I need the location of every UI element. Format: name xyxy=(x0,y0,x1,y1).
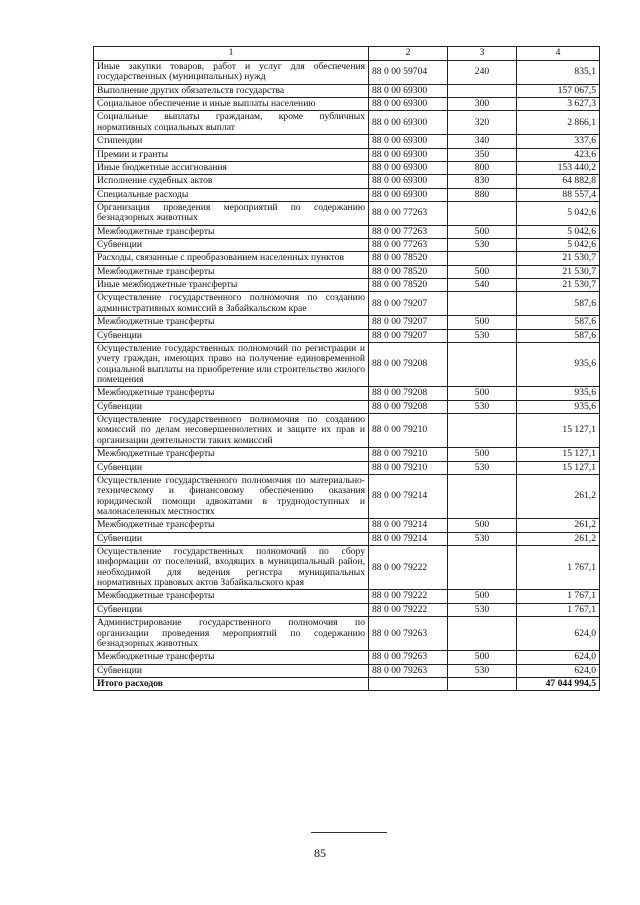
row-amount: 624,0 xyxy=(517,617,600,651)
total-vr-cell xyxy=(448,677,517,690)
row-expense-type: 800 xyxy=(448,161,517,174)
row-name: Расходы, связанные с преобразованием населенных пунктов xyxy=(94,252,369,265)
row-code: 88 0 00 79207 xyxy=(369,292,448,316)
row-code: 88 0 00 69300 xyxy=(369,161,448,174)
footer-divider xyxy=(311,832,387,833)
row-expense-type: 500 xyxy=(448,590,517,603)
row-expense-type: 530 xyxy=(448,664,517,677)
row-code: 88 0 00 78520 xyxy=(369,252,448,265)
row-name: Субвенции xyxy=(94,239,369,252)
header-col-3: 3 xyxy=(448,47,517,61)
table-row xyxy=(94,98,600,111)
row-code: 88 0 00 77263 xyxy=(369,239,448,252)
row-expense-type: 540 xyxy=(448,279,517,292)
table-row xyxy=(94,474,600,518)
row-amount: 261,2 xyxy=(517,532,600,545)
row-name: Субвенции xyxy=(94,664,369,677)
row-amount: 587,6 xyxy=(517,316,600,329)
row-name: Субвенции xyxy=(94,400,369,413)
table-row xyxy=(94,461,600,474)
row-expense-type: 320 xyxy=(448,111,517,135)
table-row xyxy=(94,135,600,148)
row-name: Межбюджетные трансферты xyxy=(94,590,369,603)
row-code: 88 0 00 79263 xyxy=(369,617,448,651)
row-name: Социальное обеспечение и иные выплаты населению xyxy=(94,98,369,111)
table-row xyxy=(94,316,600,329)
table-row xyxy=(94,387,600,400)
total-row xyxy=(94,677,600,690)
row-amount: 337,6 xyxy=(517,135,600,148)
row-amount: 15 127,1 xyxy=(517,414,600,448)
row-code: 88 0 00 78520 xyxy=(369,279,448,292)
row-code: 88 0 00 79214 xyxy=(369,519,448,532)
row-name: Субвенции xyxy=(94,603,369,616)
row-expense-type: 530 xyxy=(448,400,517,413)
header-row xyxy=(94,47,600,61)
row-code: 88 0 00 79263 xyxy=(369,651,448,664)
total-code-cell xyxy=(369,677,448,690)
table-row xyxy=(94,329,600,342)
table-row xyxy=(94,532,600,545)
row-amount: 88 557,4 xyxy=(517,188,600,201)
table-row xyxy=(94,201,600,225)
row-expense-type xyxy=(448,342,517,386)
row-expense-type: 500 xyxy=(448,448,517,461)
row-code: 88 0 00 69300 xyxy=(369,111,448,135)
row-expense-type: 300 xyxy=(448,98,517,111)
row-name: Осуществление государственного полномочия по созданию комиссий по делам несовершеннолетних и защите их прав и организации деятельности таких комиссий xyxy=(94,414,369,448)
row-amount: 935,6 xyxy=(517,342,600,386)
row-amount: 624,0 xyxy=(517,651,600,664)
row-expense-type: 500 xyxy=(448,225,517,238)
row-code: 88 0 00 69300 xyxy=(369,84,448,97)
table-row xyxy=(94,84,600,97)
row-name: Межбюджетные трансферты xyxy=(94,448,369,461)
table-row xyxy=(94,519,600,532)
row-code: 88 0 00 79222 xyxy=(369,603,448,616)
row-code: 88 0 00 79210 xyxy=(369,461,448,474)
row-expense-type: 240 xyxy=(448,61,517,85)
row-amount: 21 530,7 xyxy=(517,265,600,278)
row-amount: 157 067,5 xyxy=(517,84,600,97)
table-row xyxy=(94,603,600,616)
row-code: 88 0 00 78520 xyxy=(369,265,448,278)
budget-table xyxy=(93,46,600,691)
row-code: 88 0 00 69300 xyxy=(369,98,448,111)
row-expense-type: 830 xyxy=(448,175,517,188)
row-name: Осуществление государственных полномочий по регистрации и учету граждан, имеющих право на получение единовременной социальной выплаты на приобретение или строительство жилого помещения xyxy=(94,342,369,386)
row-amount: 935,6 xyxy=(517,387,600,400)
row-name: Межбюджетные трансферты xyxy=(94,265,369,278)
row-amount: 21 530,7 xyxy=(517,279,600,292)
row-name: Осуществление государственного полномочия по созданию административных комиссий в Забайкальском крае xyxy=(94,292,369,316)
row-code: 88 0 00 69300 xyxy=(369,188,448,201)
header-col-1: 1 xyxy=(94,47,369,61)
row-code: 88 0 00 79207 xyxy=(369,329,448,342)
row-amount: 5 042,6 xyxy=(517,225,600,238)
row-expense-type: 340 xyxy=(448,135,517,148)
row-name: Межбюджетные трансферты xyxy=(94,387,369,400)
row-name: Субвенции xyxy=(94,461,369,474)
row-expense-type: 500 xyxy=(448,387,517,400)
table-row xyxy=(94,279,600,292)
row-name: Осуществление государственного полномочия по материально-техническому и финансовому обеспечению оказания юридической помощи адвокатами в труднодоступных и малонаселенных местностях xyxy=(94,474,369,518)
row-code: 88 0 00 79210 xyxy=(369,448,448,461)
row-expense-type: 350 xyxy=(448,148,517,161)
table-row xyxy=(94,448,600,461)
row-name: Администрирование государственного полномочия по организации проведения мероприятий по содержанию безнадзорных животных xyxy=(94,617,369,651)
table-row xyxy=(94,664,600,677)
row-amount: 261,2 xyxy=(517,519,600,532)
header-col-4: 4 xyxy=(517,47,600,61)
row-amount: 587,6 xyxy=(517,292,600,316)
table-row xyxy=(94,400,600,413)
row-code: 88 0 00 69300 xyxy=(369,175,448,188)
row-name: Межбюджетные трансферты xyxy=(94,651,369,664)
row-expense-type: 530 xyxy=(448,532,517,545)
row-name: Стипендии xyxy=(94,135,369,148)
table-row xyxy=(94,292,600,316)
row-expense-type xyxy=(448,617,517,651)
row-name: Иные бюджетные ассигнования xyxy=(94,161,369,174)
table-row xyxy=(94,239,600,252)
row-expense-type: 500 xyxy=(448,316,517,329)
row-name: Исполнение судебных актов xyxy=(94,175,369,188)
row-amount: 1 767,1 xyxy=(517,546,600,590)
row-name: Осуществление государственных полномочий по сбору информации от поселений, входящих в муниципальный район, необходимой для ведения регистра муниципальных нормативных правовых актов Забайкальского края xyxy=(94,546,369,590)
row-amount: 423,6 xyxy=(517,148,600,161)
row-expense-type: 530 xyxy=(448,461,517,474)
row-expense-type xyxy=(448,546,517,590)
row-amount: 2 866,1 xyxy=(517,111,600,135)
row-code: 88 0 00 79208 xyxy=(369,387,448,400)
row-amount: 624,0 xyxy=(517,664,600,677)
row-expense-type: 500 xyxy=(448,651,517,664)
row-expense-type: 500 xyxy=(448,519,517,532)
table-row xyxy=(94,414,600,448)
row-name: Премии и гранты xyxy=(94,148,369,161)
table-row xyxy=(94,651,600,664)
row-amount: 1 767,1 xyxy=(517,590,600,603)
row-code: 88 0 00 69300 xyxy=(369,135,448,148)
row-expense-type: 530 xyxy=(448,329,517,342)
row-name: Социальные выплаты гражданам, кроме публичных нормативных социальных выплат xyxy=(94,111,369,135)
table-row xyxy=(94,265,600,278)
row-code: 88 0 00 77263 xyxy=(369,201,448,225)
row-amount: 5 042,6 xyxy=(517,239,600,252)
table-body xyxy=(94,61,600,678)
total-label: Итого расходов xyxy=(94,677,369,690)
row-amount: 15 127,1 xyxy=(517,461,600,474)
row-name: Иные межбюджетные трансферты xyxy=(94,279,369,292)
row-code: 88 0 00 79208 xyxy=(369,400,448,413)
row-expense-type: 500 xyxy=(448,265,517,278)
row-amount: 153 440,2 xyxy=(517,161,600,174)
table-row xyxy=(94,175,600,188)
row-name: Межбюджетные трансферты xyxy=(94,316,369,329)
row-amount: 3 627,3 xyxy=(517,98,600,111)
row-code: 88 0 00 77263 xyxy=(369,225,448,238)
row-expense-type: 530 xyxy=(448,603,517,616)
row-code: 88 0 00 59704 xyxy=(369,61,448,85)
row-amount: 935,6 xyxy=(517,400,600,413)
table-row xyxy=(94,61,600,85)
page-number: 85 xyxy=(314,846,326,860)
table-row xyxy=(94,546,600,590)
row-code: 88 0 00 79222 xyxy=(369,546,448,590)
row-code: 88 0 00 79210 xyxy=(369,414,448,448)
table-row xyxy=(94,111,600,135)
row-name: Иные закупки товаров, работ и услуг для обеспечения государственных (муниципальных) нужд xyxy=(94,61,369,85)
table-row xyxy=(94,161,600,174)
row-name: Специальные расходы xyxy=(94,188,369,201)
row-amount: 835,1 xyxy=(517,61,600,85)
row-code: 88 0 00 79214 xyxy=(369,532,448,545)
row-expense-type: 530 xyxy=(448,239,517,252)
row-amount: 5 042,6 xyxy=(517,201,600,225)
row-code: 88 0 00 79222 xyxy=(369,590,448,603)
row-code: 88 0 00 69300 xyxy=(369,148,448,161)
row-name: Межбюджетные трансферты xyxy=(94,225,369,238)
row-expense-type: 880 xyxy=(448,188,517,201)
row-expense-type xyxy=(448,201,517,225)
table-row xyxy=(94,342,600,386)
row-amount: 64 882,8 xyxy=(517,175,600,188)
table-row xyxy=(94,252,600,265)
row-expense-type xyxy=(448,84,517,97)
row-expense-type xyxy=(448,292,517,316)
row-code: 88 0 00 79263 xyxy=(369,664,448,677)
row-code: 88 0 00 79208 xyxy=(369,342,448,386)
total-amount: 47 044 994,5 xyxy=(517,677,600,690)
table-row xyxy=(94,590,600,603)
row-expense-type xyxy=(448,414,517,448)
row-expense-type xyxy=(448,474,517,518)
table-row xyxy=(94,188,600,201)
row-name: Межбюджетные трансферты xyxy=(94,519,369,532)
row-code: 88 0 00 79207 xyxy=(369,316,448,329)
row-code: 88 0 00 79214 xyxy=(369,474,448,518)
row-name: Субвенции xyxy=(94,532,369,545)
table-row xyxy=(94,225,600,238)
table-row xyxy=(94,617,600,651)
row-amount: 15 127,1 xyxy=(517,448,600,461)
header-col-2: 2 xyxy=(369,47,448,61)
row-amount: 1 767,1 xyxy=(517,603,600,616)
row-amount: 587,6 xyxy=(517,329,600,342)
row-name: Субвенции xyxy=(94,329,369,342)
row-name: Выполнение других обязательств государства xyxy=(94,84,369,97)
table-row xyxy=(94,148,600,161)
row-name: Организация проведения мероприятий по содержанию безнадзорных животных xyxy=(94,201,369,225)
row-amount: 261,2 xyxy=(517,474,600,518)
row-amount: 21 530,7 xyxy=(517,252,600,265)
row-expense-type xyxy=(448,252,517,265)
